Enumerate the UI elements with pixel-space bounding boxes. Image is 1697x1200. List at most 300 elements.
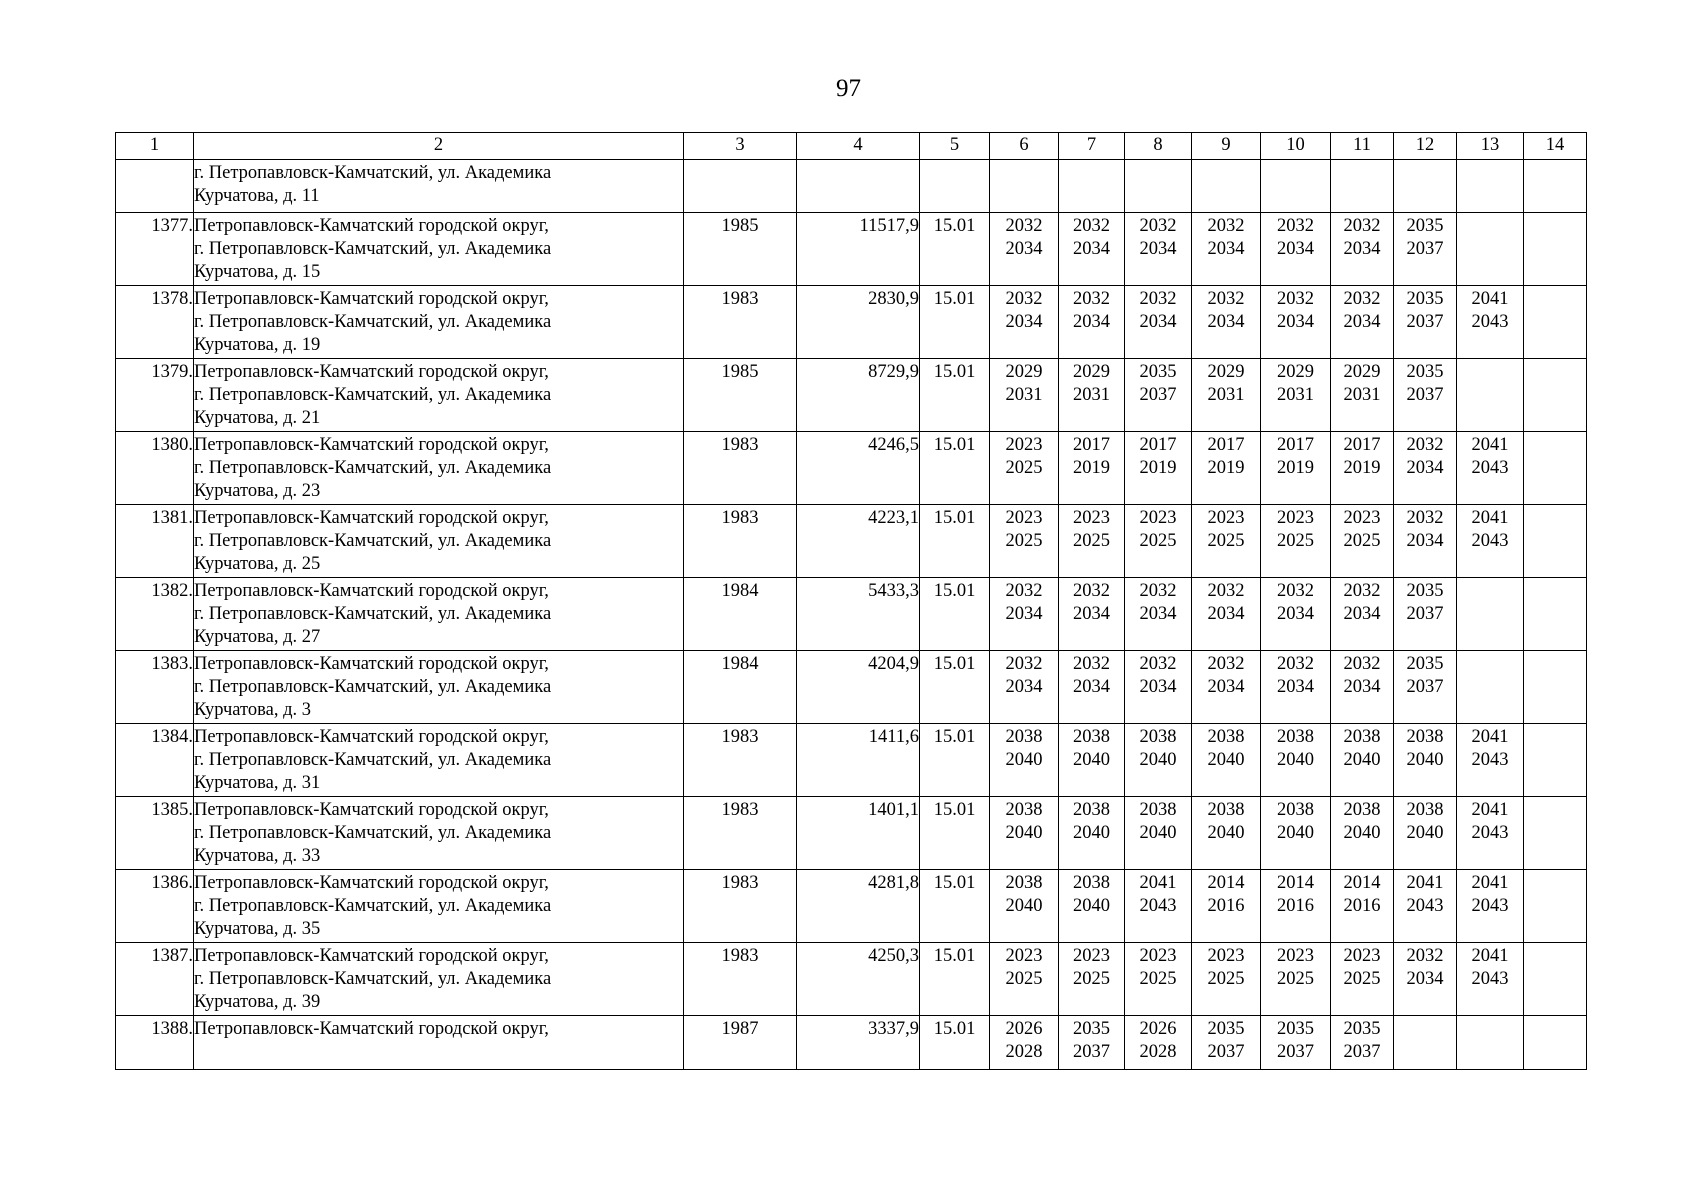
period-year: 2035 bbox=[1343, 1019, 1381, 1039]
period-year: 2032 bbox=[1139, 289, 1177, 309]
period-year: 2041 bbox=[1471, 508, 1509, 528]
period-cell-col-12 bbox=[1394, 359, 1457, 432]
period-year: 2043 bbox=[1471, 458, 1509, 478]
code-cell: 15.01 bbox=[920, 213, 990, 286]
address-line: Петропавловск-Камчатский городской округ, bbox=[194, 654, 549, 674]
build-year-cell: 1983 bbox=[684, 943, 797, 1016]
code-cell: 15.01 bbox=[920, 651, 990, 724]
period-cell-col-9 bbox=[1192, 286, 1261, 359]
period-cell-col-12 bbox=[1394, 943, 1457, 1016]
address-cell bbox=[194, 286, 684, 359]
period-cell-col-14 bbox=[1524, 1016, 1587, 1070]
address-cell bbox=[194, 943, 684, 1016]
address-line: г. Петропавловск-Камчатский, ул. Академика bbox=[194, 163, 552, 183]
code-cell: 15.01 bbox=[920, 432, 990, 505]
period-year: 2032 bbox=[1207, 654, 1245, 674]
period-year: 2025 bbox=[1207, 531, 1245, 551]
table-row bbox=[116, 797, 1587, 870]
period-year: 2032 bbox=[1005, 216, 1043, 236]
period-year: 2038 bbox=[1005, 727, 1043, 747]
period-year: 2037 bbox=[1406, 385, 1444, 405]
code-cell: 15.01 bbox=[920, 578, 990, 651]
table-row bbox=[116, 213, 1587, 286]
table-row bbox=[116, 359, 1587, 432]
period-year: 2038 bbox=[1343, 727, 1381, 747]
build-year-cell: 1984 bbox=[684, 578, 797, 651]
period-year: 2034 bbox=[1207, 312, 1245, 332]
period-year: 2025 bbox=[1139, 969, 1177, 989]
build-year-cell bbox=[684, 160, 797, 213]
period-year: 2026 bbox=[1139, 1019, 1177, 1039]
build-year-cell: 1983 bbox=[684, 724, 797, 797]
period-cell-col-13 bbox=[1457, 432, 1524, 505]
period-year: 2031 bbox=[1207, 385, 1245, 405]
period-cell-col-6 bbox=[990, 359, 1059, 432]
table-row bbox=[116, 432, 1587, 505]
address-line: г. Петропавловск-Камчатский, ул. Академика bbox=[194, 458, 552, 478]
period-year: 2032 bbox=[1343, 581, 1381, 601]
period-year: 2014 bbox=[1277, 873, 1314, 893]
period-year: 2038 bbox=[1277, 800, 1314, 820]
period-year: 2040 bbox=[1343, 750, 1381, 770]
period-year: 2032 bbox=[1406, 946, 1444, 966]
period-year: 2031 bbox=[1005, 385, 1043, 405]
build-year-cell: 1987 bbox=[684, 1016, 797, 1070]
period-year: 2023 bbox=[1073, 946, 1110, 966]
col-header: 13 bbox=[1457, 133, 1524, 160]
period-year: 2028 bbox=[1139, 1042, 1177, 1062]
address-line: г. Петропавловск-Камчатский, ул. Академика bbox=[194, 750, 552, 770]
period-year: 2025 bbox=[1277, 531, 1314, 551]
period-year: 2034 bbox=[1073, 239, 1110, 259]
period-cell-col-9 bbox=[1192, 651, 1261, 724]
period-year: 2025 bbox=[1005, 458, 1043, 478]
period-year: 2023 bbox=[1005, 435, 1043, 455]
period-cell-col-12 bbox=[1394, 578, 1457, 651]
address-line: Петропавловск-Камчатский городской округ, bbox=[194, 289, 549, 309]
period-year: 2026 bbox=[1005, 1019, 1043, 1039]
period-year: 2043 bbox=[1406, 896, 1444, 916]
area-cell: 2830,9 bbox=[797, 286, 920, 359]
address-line: Петропавловск-Камчатский городской округ, bbox=[194, 1019, 549, 1039]
period-cell-col-11 bbox=[1331, 160, 1394, 213]
address-cell bbox=[194, 724, 684, 797]
table-body bbox=[116, 160, 1587, 1070]
period-cell-col-14 bbox=[1524, 359, 1587, 432]
period-year: 2038 bbox=[1005, 800, 1043, 820]
period-year: 2035 bbox=[1207, 1019, 1245, 1039]
period-year: 2025 bbox=[1139, 531, 1177, 551]
period-cell-col-11 bbox=[1331, 578, 1394, 651]
period-year: 2017 bbox=[1343, 435, 1381, 455]
period-cell-col-10 bbox=[1261, 651, 1331, 724]
period-year: 2041 bbox=[1406, 873, 1444, 893]
table-row bbox=[116, 870, 1587, 943]
address-cell bbox=[194, 213, 684, 286]
period-year: 2040 bbox=[1406, 750, 1444, 770]
period-cell-col-8 bbox=[1125, 160, 1192, 213]
period-year: 2016 bbox=[1343, 896, 1381, 916]
period-cell-col-14 bbox=[1524, 651, 1587, 724]
period-year: 2023 bbox=[1343, 508, 1381, 528]
col-header: 4 bbox=[797, 133, 920, 160]
period-cell-col-11 bbox=[1331, 1016, 1394, 1070]
period-year: 2028 bbox=[1005, 1042, 1043, 1062]
period-year: 2017 bbox=[1207, 435, 1245, 455]
period-year: 2032 bbox=[1277, 216, 1314, 236]
col-header: 9 bbox=[1192, 133, 1261, 160]
col-header: 7 bbox=[1059, 133, 1125, 160]
row-number-cell: 1388. bbox=[116, 1016, 194, 1070]
address-cell bbox=[194, 797, 684, 870]
address-cell bbox=[194, 359, 684, 432]
period-year: 2023 bbox=[1139, 508, 1177, 528]
period-year: 2034 bbox=[1005, 312, 1043, 332]
address-cell bbox=[194, 432, 684, 505]
period-cell-col-8 bbox=[1125, 432, 1192, 505]
code-cell: 15.01 bbox=[920, 724, 990, 797]
period-cell-col-7 bbox=[1059, 724, 1125, 797]
period-year: 2040 bbox=[1277, 750, 1314, 770]
period-cell-col-12 bbox=[1394, 1016, 1457, 1070]
period-cell-col-7 bbox=[1059, 286, 1125, 359]
period-year: 2034 bbox=[1139, 239, 1177, 259]
period-year: 2034 bbox=[1406, 969, 1444, 989]
period-year: 2034 bbox=[1406, 531, 1444, 551]
period-year: 2025 bbox=[1277, 969, 1314, 989]
period-cell-col-8 bbox=[1125, 1016, 1192, 1070]
period-cell-col-13 bbox=[1457, 943, 1524, 1016]
address-line: Курчатова, д. 15 bbox=[194, 262, 321, 282]
period-year: 2014 bbox=[1343, 873, 1381, 893]
period-cell-col-8 bbox=[1125, 213, 1192, 286]
period-year: 2034 bbox=[1073, 604, 1110, 624]
period-year: 2029 bbox=[1073, 362, 1110, 382]
period-cell-col-14 bbox=[1524, 578, 1587, 651]
period-cell-col-10 bbox=[1261, 505, 1331, 578]
period-cell-col-6 bbox=[990, 724, 1059, 797]
address-line: Курчатова, д. 27 bbox=[194, 627, 321, 647]
period-year: 2037 bbox=[1406, 312, 1444, 332]
area-cell: 4246,5 bbox=[797, 432, 920, 505]
address-line: Петропавловск-Камчатский городской округ, bbox=[194, 727, 549, 747]
period-cell-col-6 bbox=[990, 1016, 1059, 1070]
period-year: 2032 bbox=[1207, 216, 1245, 236]
period-cell-col-9 bbox=[1192, 724, 1261, 797]
col-header: 1 bbox=[116, 133, 194, 160]
period-year: 2037 bbox=[1406, 677, 1444, 697]
code-cell: 15.01 bbox=[920, 797, 990, 870]
period-year: 2025 bbox=[1207, 969, 1245, 989]
period-cell-col-12 bbox=[1394, 651, 1457, 724]
period-year: 2041 bbox=[1471, 435, 1509, 455]
period-cell-col-8 bbox=[1125, 651, 1192, 724]
period-year: 2032 bbox=[1005, 581, 1043, 601]
period-year: 2034 bbox=[1005, 677, 1043, 697]
period-year: 2023 bbox=[1277, 946, 1314, 966]
period-year: 2025 bbox=[1073, 969, 1110, 989]
period-cell-col-9 bbox=[1192, 432, 1261, 505]
period-year: 2043 bbox=[1471, 312, 1509, 332]
period-year: 2017 bbox=[1139, 435, 1177, 455]
period-cell-col-7 bbox=[1059, 943, 1125, 1016]
period-cell-col-13 bbox=[1457, 724, 1524, 797]
address-line: Курчатова, д. 11 bbox=[194, 186, 320, 206]
area-cell: 8729,9 bbox=[797, 359, 920, 432]
period-year: 2035 bbox=[1406, 216, 1444, 236]
table-row bbox=[116, 1016, 1587, 1070]
period-year: 2025 bbox=[1005, 531, 1043, 551]
period-year: 2019 bbox=[1343, 458, 1381, 478]
period-year: 2023 bbox=[1277, 508, 1314, 528]
period-year: 2023 bbox=[1207, 946, 1245, 966]
period-cell-col-14 bbox=[1524, 213, 1587, 286]
period-cell-col-14 bbox=[1524, 943, 1587, 1016]
code-cell: 15.01 bbox=[920, 286, 990, 359]
period-year: 2017 bbox=[1073, 435, 1110, 455]
period-cell-col-14 bbox=[1524, 870, 1587, 943]
period-cell-col-9 bbox=[1192, 160, 1261, 213]
address-line: г. Петропавловск-Камчатский, ул. Академика bbox=[194, 969, 552, 989]
period-year: 2019 bbox=[1073, 458, 1110, 478]
address-line: Курчатова, д. 25 bbox=[194, 554, 321, 574]
code-cell: 15.01 bbox=[920, 1016, 990, 1070]
col-header: 12 bbox=[1394, 133, 1457, 160]
period-year: 2041 bbox=[1471, 946, 1509, 966]
period-cell-col-7 bbox=[1059, 797, 1125, 870]
period-cell-col-9 bbox=[1192, 359, 1261, 432]
period-year: 2043 bbox=[1471, 531, 1509, 551]
col-header: 8 bbox=[1125, 133, 1192, 160]
address-line: Петропавловск-Камчатский городской округ, bbox=[194, 362, 549, 382]
period-cell-col-13 bbox=[1457, 651, 1524, 724]
col-header: 2 bbox=[194, 133, 684, 160]
period-year: 2034 bbox=[1277, 239, 1314, 259]
period-year: 2025 bbox=[1343, 531, 1381, 551]
period-year: 2038 bbox=[1207, 727, 1245, 747]
period-year: 2032 bbox=[1073, 654, 1110, 674]
period-year: 2023 bbox=[1207, 508, 1245, 528]
period-year: 2032 bbox=[1343, 654, 1381, 674]
area-cell: 4250,3 bbox=[797, 943, 920, 1016]
period-year: 2038 bbox=[1139, 800, 1177, 820]
period-year: 2031 bbox=[1343, 385, 1381, 405]
period-cell-col-14 bbox=[1524, 505, 1587, 578]
period-cell-col-10 bbox=[1261, 578, 1331, 651]
period-year: 2043 bbox=[1139, 896, 1177, 916]
address-line: г. Петропавловск-Камчатский, ул. Академика bbox=[194, 239, 552, 259]
period-cell-col-12 bbox=[1394, 213, 1457, 286]
period-year: 2034 bbox=[1073, 677, 1110, 697]
period-year: 2037 bbox=[1207, 1042, 1245, 1062]
period-year: 2034 bbox=[1343, 312, 1381, 332]
period-year: 2037 bbox=[1277, 1042, 1314, 1062]
period-year: 2023 bbox=[1005, 508, 1043, 528]
period-cell-col-7 bbox=[1059, 160, 1125, 213]
period-year: 2032 bbox=[1406, 435, 1444, 455]
area-cell: 4223,1 bbox=[797, 505, 920, 578]
period-cell-col-13 bbox=[1457, 213, 1524, 286]
period-cell-col-7 bbox=[1059, 1016, 1125, 1070]
period-year: 2034 bbox=[1343, 239, 1381, 259]
address-cell bbox=[194, 1016, 684, 1070]
period-cell-col-6 bbox=[990, 651, 1059, 724]
period-year: 2037 bbox=[1139, 385, 1177, 405]
row-number-cell bbox=[116, 160, 194, 213]
period-year: 2040 bbox=[1073, 750, 1110, 770]
period-year: 2032 bbox=[1005, 654, 1043, 674]
area-cell: 4204,9 bbox=[797, 651, 920, 724]
period-year: 2032 bbox=[1277, 289, 1314, 309]
period-cell-col-9 bbox=[1192, 943, 1261, 1016]
address-line: Курчатова, д. 39 bbox=[194, 992, 321, 1012]
period-cell-col-10 bbox=[1261, 213, 1331, 286]
period-year: 2038 bbox=[1073, 800, 1110, 820]
col-header: 3 bbox=[684, 133, 797, 160]
address-cell bbox=[194, 505, 684, 578]
period-cell-col-13 bbox=[1457, 870, 1524, 943]
address-line: Петропавловск-Камчатский городской округ, bbox=[194, 581, 549, 601]
build-year-cell: 1985 bbox=[684, 213, 797, 286]
period-year: 2040 bbox=[1073, 823, 1110, 843]
period-cell-col-9 bbox=[1192, 578, 1261, 651]
period-year: 2040 bbox=[1207, 750, 1245, 770]
period-cell-col-10 bbox=[1261, 432, 1331, 505]
period-cell-col-11 bbox=[1331, 505, 1394, 578]
period-cell-col-6 bbox=[990, 578, 1059, 651]
row-number-cell: 1386. bbox=[116, 870, 194, 943]
period-cell-col-6 bbox=[990, 797, 1059, 870]
period-year: 2034 bbox=[1277, 677, 1314, 697]
period-cell-col-13 bbox=[1457, 505, 1524, 578]
period-cell-col-8 bbox=[1125, 286, 1192, 359]
col-header: 14 bbox=[1524, 133, 1587, 160]
area-cell: 3337,9 bbox=[797, 1016, 920, 1070]
period-year: 2034 bbox=[1207, 677, 1245, 697]
period-cell-col-10 bbox=[1261, 160, 1331, 213]
period-cell-col-13 bbox=[1457, 160, 1524, 213]
col-header: 10 bbox=[1261, 133, 1331, 160]
period-cell-col-6 bbox=[990, 505, 1059, 578]
code-cell: 15.01 bbox=[920, 943, 990, 1016]
period-year: 2029 bbox=[1005, 362, 1043, 382]
code-cell: 15.01 bbox=[920, 359, 990, 432]
period-cell-col-10 bbox=[1261, 1016, 1331, 1070]
period-year: 2023 bbox=[1139, 946, 1177, 966]
period-cell-col-11 bbox=[1331, 286, 1394, 359]
period-year: 2034 bbox=[1343, 604, 1381, 624]
period-year: 2034 bbox=[1406, 458, 1444, 478]
address-cell bbox=[194, 160, 684, 213]
period-year: 2016 bbox=[1207, 896, 1245, 916]
col-header: 5 bbox=[920, 133, 990, 160]
period-year: 2040 bbox=[1073, 896, 1110, 916]
row-number-cell: 1382. bbox=[116, 578, 194, 651]
period-year: 2032 bbox=[1406, 508, 1444, 528]
build-year-cell: 1983 bbox=[684, 797, 797, 870]
period-cell-col-12 bbox=[1394, 160, 1457, 213]
address-line: г. Петропавловск-Камчатский, ул. Академика bbox=[194, 896, 552, 916]
area-cell: 4281,8 bbox=[797, 870, 920, 943]
period-year: 2032 bbox=[1073, 216, 1110, 236]
period-cell-col-14 bbox=[1524, 724, 1587, 797]
address-line: Курчатова, д. 21 bbox=[194, 408, 321, 428]
period-year: 2038 bbox=[1139, 727, 1177, 747]
period-year: 2035 bbox=[1406, 362, 1444, 382]
period-cell-col-11 bbox=[1331, 724, 1394, 797]
period-year: 2032 bbox=[1343, 289, 1381, 309]
period-year: 2038 bbox=[1406, 727, 1444, 747]
period-cell-col-11 bbox=[1331, 359, 1394, 432]
period-year: 2017 bbox=[1277, 435, 1314, 455]
period-year: 2038 bbox=[1406, 800, 1444, 820]
row-number-cell: 1379. bbox=[116, 359, 194, 432]
table-row bbox=[116, 286, 1587, 359]
period-cell-col-11 bbox=[1331, 651, 1394, 724]
period-cell-col-9 bbox=[1192, 870, 1261, 943]
row-number-cell: 1381. bbox=[116, 505, 194, 578]
area-cell: 1401,1 bbox=[797, 797, 920, 870]
row-number-cell: 1378. bbox=[116, 286, 194, 359]
period-cell-col-10 bbox=[1261, 943, 1331, 1016]
period-cell-col-9 bbox=[1192, 505, 1261, 578]
table-row bbox=[116, 578, 1587, 651]
table-row bbox=[116, 160, 1587, 213]
period-year: 2032 bbox=[1073, 289, 1110, 309]
page-number: 97 bbox=[836, 75, 861, 102]
period-year: 2035 bbox=[1277, 1019, 1314, 1039]
period-cell-col-11 bbox=[1331, 870, 1394, 943]
period-cell-col-10 bbox=[1261, 286, 1331, 359]
period-cell-col-13 bbox=[1457, 359, 1524, 432]
period-year: 2034 bbox=[1139, 312, 1177, 332]
address-line: Петропавловск-Камчатский городской округ, bbox=[194, 946, 549, 966]
table-row bbox=[116, 651, 1587, 724]
housing-registry-table bbox=[115, 132, 1587, 1070]
period-year: 2040 bbox=[1343, 823, 1381, 843]
period-cell-col-14 bbox=[1524, 286, 1587, 359]
period-year: 2040 bbox=[1406, 823, 1444, 843]
period-year: 2034 bbox=[1207, 604, 1245, 624]
address-line: г. Петропавловск-Камчатский, ул. Академика bbox=[194, 823, 552, 843]
period-year: 2031 bbox=[1073, 385, 1110, 405]
build-year-cell: 1983 bbox=[684, 870, 797, 943]
period-year: 2019 bbox=[1207, 458, 1245, 478]
period-year: 2034 bbox=[1139, 677, 1177, 697]
period-cell-col-6 bbox=[990, 432, 1059, 505]
period-year: 2038 bbox=[1073, 727, 1110, 747]
period-year: 2035 bbox=[1406, 289, 1444, 309]
period-year: 2025 bbox=[1343, 969, 1381, 989]
period-year: 2029 bbox=[1343, 362, 1381, 382]
period-year: 2037 bbox=[1073, 1042, 1110, 1062]
address-line: Курчатова, д. 23 bbox=[194, 481, 321, 501]
period-year: 2034 bbox=[1073, 312, 1110, 332]
period-year: 2025 bbox=[1073, 531, 1110, 551]
area-cell: 5433,3 bbox=[797, 578, 920, 651]
period-cell-col-6 bbox=[990, 160, 1059, 213]
period-year: 2032 bbox=[1073, 581, 1110, 601]
period-year: 2034 bbox=[1277, 312, 1314, 332]
period-cell-col-13 bbox=[1457, 797, 1524, 870]
address-line: г. Петропавловск-Камчатский, ул. Академика bbox=[194, 385, 552, 405]
period-cell-col-11 bbox=[1331, 797, 1394, 870]
period-cell-col-8 bbox=[1125, 359, 1192, 432]
period-cell-col-11 bbox=[1331, 213, 1394, 286]
period-year: 2032 bbox=[1139, 581, 1177, 601]
table-row bbox=[116, 724, 1587, 797]
address-line: Курчатова, д. 31 bbox=[194, 773, 321, 793]
